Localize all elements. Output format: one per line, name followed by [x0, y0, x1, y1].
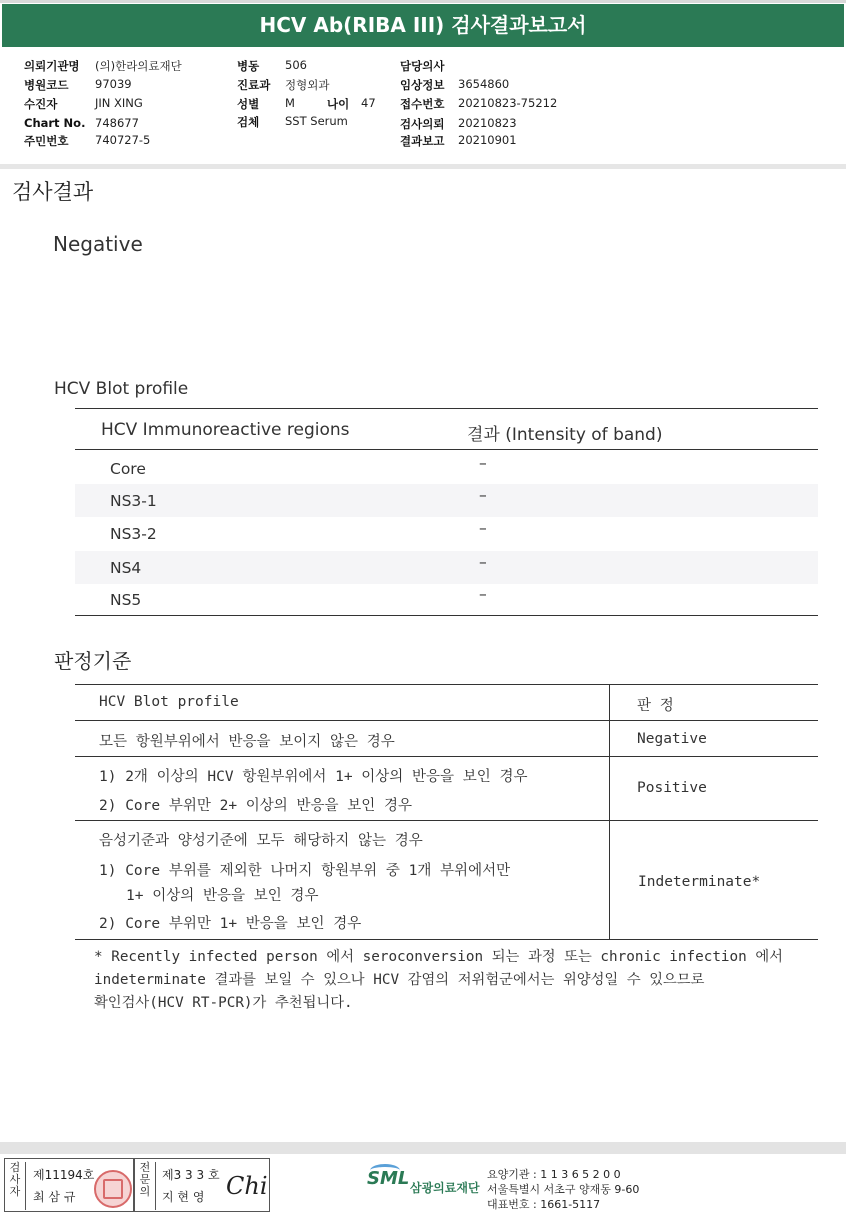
specialist-label-text: 전문의 — [139, 1161, 151, 1198]
footnote-line: * Recently infected person 에서 seroconversion 되는 과정 또는 chronic infection 에서 — [94, 949, 783, 965]
blot-profile-table — [75, 408, 818, 616]
examiner-label — [5, 1162, 26, 1210]
col-judgement-header: 판 정 — [637, 698, 674, 714]
age-label: 나이 — [327, 97, 350, 111]
criteria-title: 판정기준 — [54, 649, 132, 673]
region-name: Core — [110, 460, 146, 478]
receipt-value: 20210823-75212 — [458, 96, 558, 110]
negative-judgement: Negative — [637, 731, 707, 747]
col-region-header: HCV Immunoreactive regions — [101, 420, 350, 440]
region-name: NS5 — [110, 591, 142, 609]
specimen-label: 검체 — [237, 115, 260, 129]
clinical-value: 3654860 — [458, 77, 510, 91]
band-intensity: – — [479, 486, 487, 504]
request-label: 검사의뢰 — [400, 117, 445, 131]
org-name: 삼광의료재단 — [410, 1181, 480, 1195]
sex-label: 성별 — [237, 97, 260, 111]
specialist-name: 지 현 영 — [162, 1190, 205, 1204]
org-phone: 대표번호 : 1661-5117 — [487, 1198, 601, 1211]
rrn-label: 주민번호 — [24, 134, 69, 148]
hospital-label: 의뢰기관명 — [24, 59, 80, 73]
sex-value: M — [285, 96, 295, 110]
table-rule — [75, 684, 818, 685]
institution-number: 요양기관 : 1 1 3 6 5 2 0 0 — [487, 1168, 621, 1181]
blot-profile-title: HCV Blot profile — [54, 379, 189, 399]
table-rule — [75, 756, 818, 757]
age-value: 47 — [361, 96, 376, 110]
footnote — [94, 946, 834, 1015]
examiner-name: 최 삼 규 — [33, 1190, 76, 1204]
indeterminate-judgement: Indeterminate* — [638, 874, 761, 890]
examiner-label-text: 검사자 — [9, 1161, 21, 1198]
col-profile-header: HCV Blot profile — [99, 694, 239, 710]
signature-icon: Chi — [226, 1172, 268, 1200]
column-divider — [609, 684, 610, 940]
band-intensity: – — [479, 454, 487, 472]
dept-label: 진료과 — [237, 78, 271, 92]
rrn-value: 740727-5 — [95, 133, 151, 147]
band-intensity: – — [479, 585, 487, 603]
region-name: NS3-1 — [110, 492, 157, 510]
table-row — [75, 551, 818, 584]
indeterminate-intro: 음성기준과 양성기준에 모두 해당하지 않는 경우 — [99, 833, 423, 849]
table-rule — [75, 820, 818, 821]
positive-criterion-2: 2) Core 부위만 2+ 이상의 반응을 보인 경우 — [99, 798, 413, 814]
patient-info — [0, 56, 846, 156]
footnote-line: indeterminate 결과를 보일 수 있으나 HCV 감염의 저위험군에서는 위양성일 수 있으므로 — [94, 972, 705, 988]
band-intensity: – — [479, 553, 487, 571]
criteria-table — [75, 684, 818, 940]
positive-judgement: Positive — [637, 780, 707, 796]
doctor-label: 담당의사 — [400, 59, 445, 73]
footer-divider — [0, 1142, 846, 1154]
negative-criterion: 모든 항원부위에서 반응을 보이지 않은 경우 — [99, 734, 395, 750]
result-value: Negative — [53, 232, 143, 256]
examiner-license: 제11194호 — [33, 1168, 95, 1182]
ward-value: 506 — [285, 58, 307, 72]
code-label: 병원코드 — [24, 78, 69, 92]
table-row — [75, 517, 818, 550]
specimen-value: SST Serum — [285, 114, 348, 128]
table-rule — [75, 720, 818, 721]
dept-value: 정형외과 — [285, 78, 330, 92]
indeterminate-criterion-2: 2) Core 부위만 1+ 반응을 보인 경우 — [99, 916, 362, 932]
indeterminate-criterion-1-cont: 1+ 이상의 반응을 보인 경우 — [126, 888, 319, 904]
name-value: JIN XING — [95, 96, 143, 110]
indeterminate-criterion-1: 1) Core 부위를 제외한 나머지 항원부위 중 1개 부위에서만 — [99, 863, 511, 879]
name-label: 수진자 — [24, 97, 58, 111]
report-label: 결과보고 — [400, 134, 445, 148]
header-divider — [0, 164, 846, 169]
table-row — [75, 452, 818, 485]
result-section-title: 검사결과 — [12, 180, 94, 204]
report-title: HCV Ab(RIBA III) 검사결과보고서 — [2, 4, 844, 47]
hospital-value: (의)한라의료재단 — [95, 59, 182, 73]
sml-logo: SML — [367, 1168, 410, 1189]
receipt-label: 접수번호 — [400, 97, 445, 111]
blot-table-header — [75, 409, 818, 450]
code-value: 97039 — [95, 77, 132, 91]
chart-label: Chart No. — [24, 116, 86, 130]
band-intensity: – — [479, 519, 487, 537]
table-row — [75, 484, 818, 517]
request-value: 20210823 — [458, 116, 517, 130]
positive-criterion-1: 1) 2개 이상의 HCV 항원부위에서 1+ 이상의 반응을 보인 경우 — [99, 769, 528, 785]
region-name: NS3-2 — [110, 525, 157, 543]
table-row — [75, 583, 818, 616]
specialist-label — [135, 1162, 156, 1210]
table-rule — [75, 939, 818, 940]
clinical-label: 임상정보 — [400, 78, 445, 92]
org-address: 서울특별시 서초구 양재동 9-60 — [487, 1183, 640, 1196]
footnote-line: 확인검사(HCV RT-PCR)가 추천됩니다. — [94, 995, 353, 1011]
top-edge — [0, 0, 846, 3]
region-name: NS4 — [110, 559, 142, 577]
report-value: 20210901 — [458, 133, 517, 147]
seal-stamp-icon — [94, 1170, 132, 1208]
col-result-header: 결과 (Intensity of band) — [467, 425, 663, 445]
ward-label: 병동 — [237, 59, 260, 73]
specialist-license: 제3 3 3 호 — [162, 1168, 220, 1182]
chart-value: 748677 — [95, 116, 139, 130]
